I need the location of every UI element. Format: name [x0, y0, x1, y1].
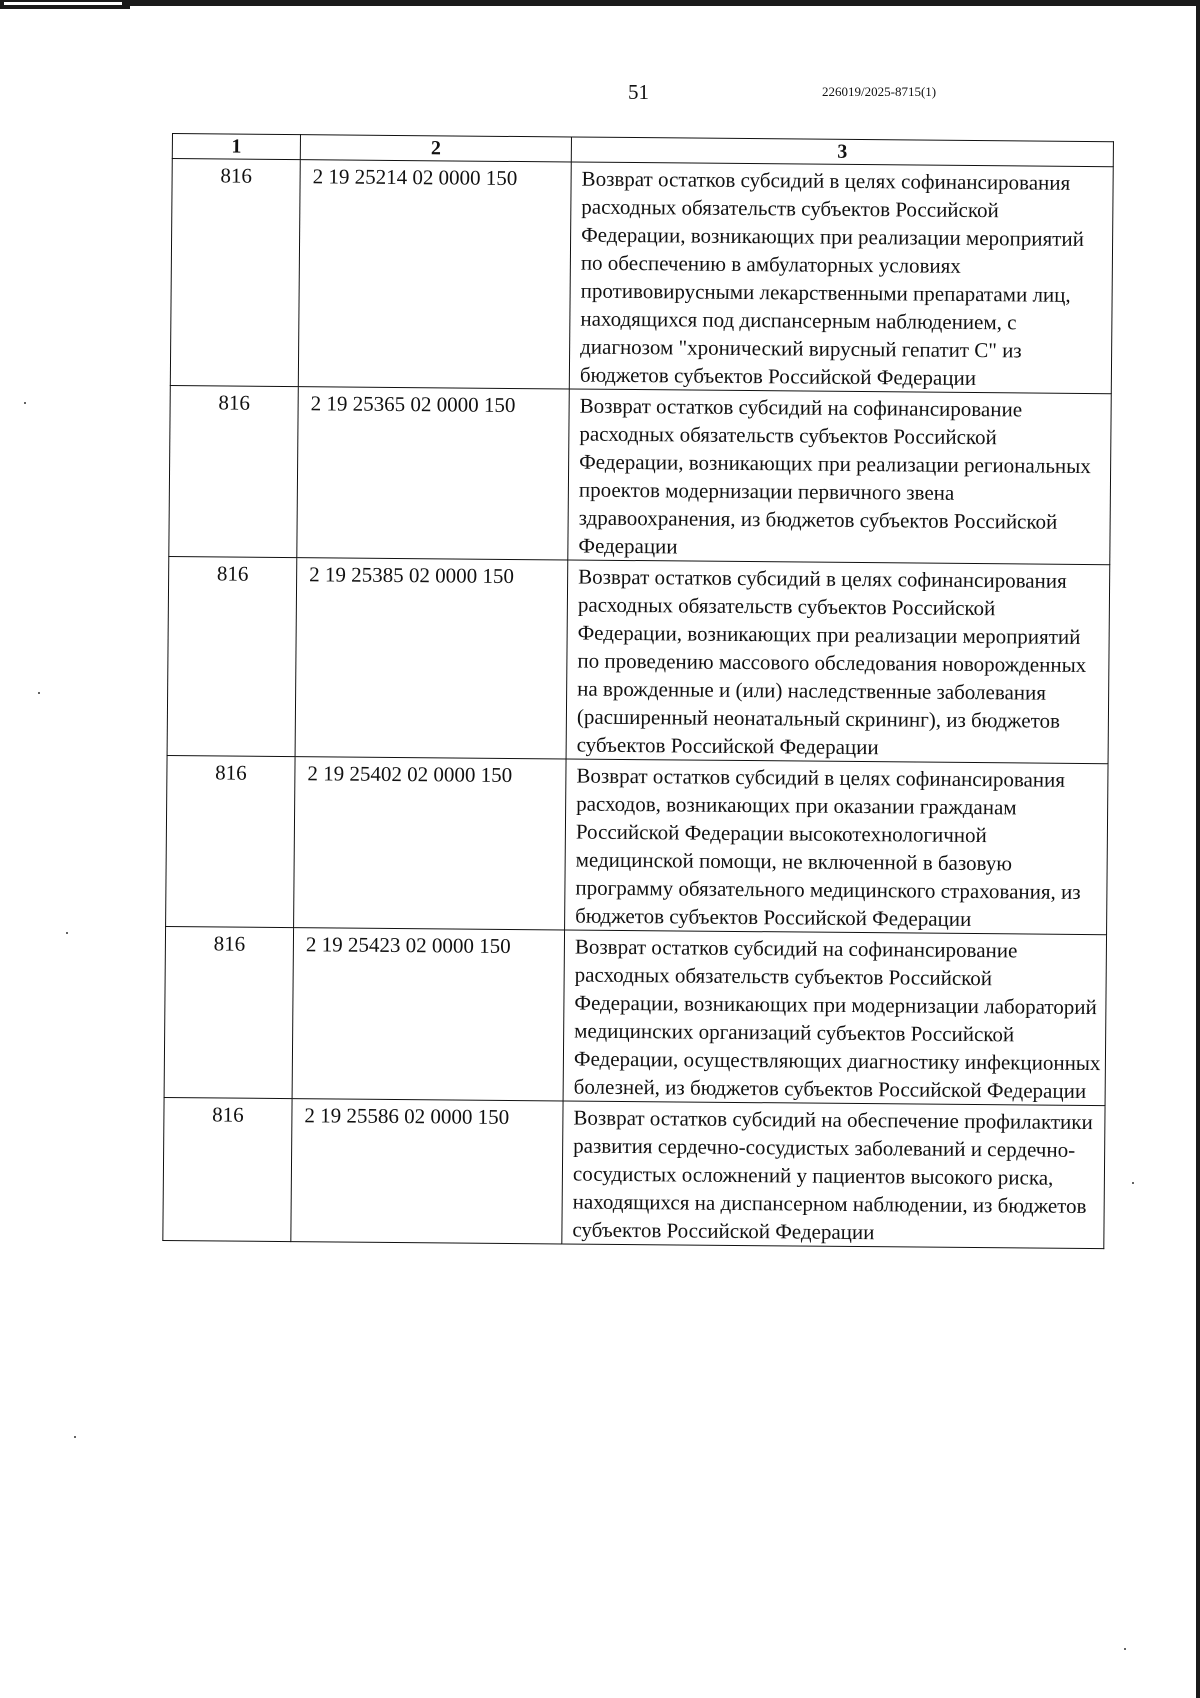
budget-code-cell: 2 19 25365 02 0000 150 — [297, 387, 569, 560]
admin-code-cell: 816 — [169, 385, 298, 557]
table-row — [164, 926, 1106, 1105]
scan-speck — [24, 402, 26, 404]
scan-corner-mark-inner — [4, 2, 122, 5]
column-header-2: 2 — [300, 135, 571, 162]
admin-code-cell: 816 — [163, 1097, 292, 1241]
document-id: 226019/2025-8715(1) — [822, 84, 937, 99]
scan-speck — [1124, 1648, 1126, 1650]
column-header-1: 1 — [172, 134, 300, 160]
budget-code-cell: 2 19 25586 02 0000 150 — [291, 1099, 563, 1244]
table-row — [167, 556, 1110, 763]
scan-speck — [1132, 1182, 1134, 1184]
description-cell: Возврат остатков субсидий в целях софинансирования расходных обязательств субъектов Российской Федерации, возникающих при реализации мероприятий по обеспечению в амбулаторных условиях противовирусными лекарственными препаратами лиц, находящихся под диспансерным наблюдением, с диагнозом "хронический вирусный гепатит С" из бюджетов субъектов Российской Федерации — [569, 162, 1113, 394]
scan-border-right — [1196, 0, 1200, 1698]
budget-code-cell: 2 19 25385 02 0000 150 — [295, 558, 568, 759]
description-cell: Возврат остатков субсидий в целях софинансирования расходных обязательств субъектов Российской Федерации, возникающих при реализации мероприятий по проведению массового обследования новорожденных на врожденные и (или) наследственные заболевания (расширенный неонатальный скрининг), из бюджетов субъектов Российской Федерации — [566, 560, 1110, 764]
scan-speck — [66, 932, 68, 934]
admin-code-cell: 816 — [164, 926, 293, 1098]
description-cell: Возврат остатков субсидий на обеспечение профилактики развития сердечно-сосудистых заболеваний и сердечно-сосудистых осложнений у пациентов высокого риска, находящихся на диспансерном наблюдении, из бюджетов субъектов Российской Федерации — [562, 1101, 1105, 1249]
table-row — [166, 755, 1108, 934]
budget-code-cell: 2 19 25423 02 0000 150 — [292, 928, 564, 1101]
description-cell: Возврат остатков субсидий на софинансирование расходных обязательств субъектов Российской Федерации, возникающих при реализации региональных проектов модернизации первичного звена здравоохранения, из бюджетов субъектов Российской Федерации — [568, 389, 1111, 565]
admin-code-cell: 816 — [166, 755, 295, 927]
column-header-3: 3 — [571, 137, 1113, 167]
budget-codes-table — [162, 133, 1114, 1249]
scan-speck — [74, 1436, 76, 1438]
description-cell: Возврат остатков субсидий в целях софинансирования расходов, возникающих при оказании гражданам Российской Федерации высокотехнологичной медицинской помощи, не включенной в базовую программу обязательного медицинского страхования, из бюджетов субъектов Российской Федерации — [565, 759, 1108, 935]
scan-corner-mark — [0, 0, 130, 9]
page-number: 51 — [628, 80, 649, 104]
table-row — [170, 159, 1113, 394]
admin-code-cell: 816 — [167, 556, 297, 756]
table-row — [163, 1097, 1105, 1248]
table-row — [169, 385, 1111, 564]
scan-speck — [38, 692, 40, 694]
description-cell: Возврат остатков субсидий на софинансирование расходных обязательств субъектов Российской Федерации, возникающих при модернизации лабораторий медицинских организаций субъектов Российской Федерации, осуществляющих диагностику инфекционных болезней, из бюджетов субъектов Российской Федерации — [563, 930, 1106, 1106]
budget-code-cell: 2 19 25402 02 0000 150 — [294, 757, 566, 930]
admin-code-cell: 816 — [170, 159, 300, 387]
budget-code-cell: 2 19 25214 02 0000 150 — [298, 160, 571, 389]
scan-border-top — [0, 0, 1200, 6]
